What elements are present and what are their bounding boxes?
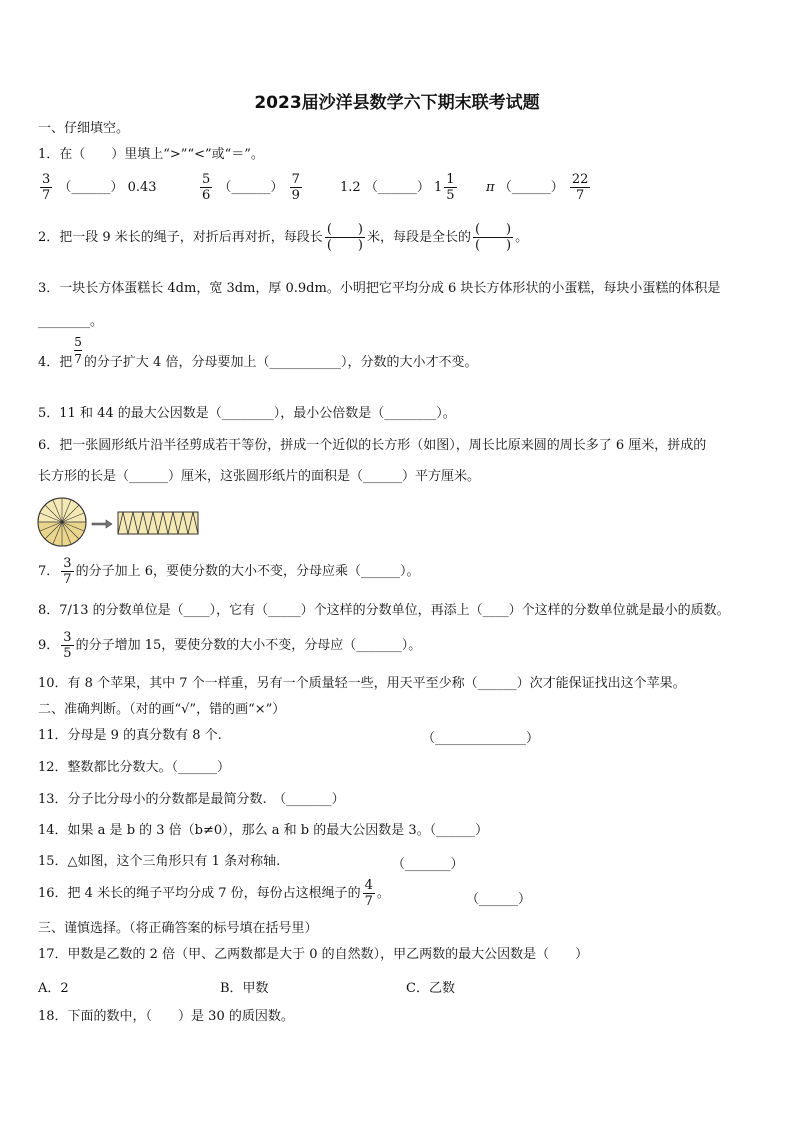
answer-blank: （______） xyxy=(466,892,532,907)
q1-item-b: $\frac{5}{6}$ （______） $\frac{7}{9}$ xyxy=(202,172,300,203)
q1-item-d: π （______） $\frac{22}{7}$ xyxy=(486,172,589,203)
fraction: $\frac{7}{9}$ xyxy=(291,172,300,203)
circle-to-rectangle-figure xyxy=(36,496,202,548)
question-13: 13．分子比分母小的分数都是最简分数. （_______） xyxy=(38,792,345,807)
circle-sectors xyxy=(38,498,86,546)
fraction: $\frac{4}{7}$ xyxy=(364,878,373,909)
question-18: 18．下面的数中，（ ）是 30 的质因数。 xyxy=(38,1009,294,1024)
answer-blank: （______________） xyxy=(422,731,540,746)
fraction: $\frac{22}{7}$ xyxy=(571,172,589,203)
question-16: 16．把 4 米长的绳子平均分成 7 份，每份占这根绳子的 $\frac{4}{7}$ 。 xyxy=(38,878,390,909)
question-12: 12．整数都比分数大。（______） xyxy=(38,760,231,775)
page-title: 2023届沙洋县数学六下期末联考试题 xyxy=(254,93,540,113)
fraction: $\frac{5}{7}$ xyxy=(74,335,82,366)
rectangle-sectors xyxy=(118,512,198,534)
question-8: 8．7/13 的分数单位是（____），它有（_____）个这样的分数单位，再添上（____）个这样的分数单位就是最小的质数。 xyxy=(38,603,730,618)
question-3-line1: 3．一块长方体蛋糕长 4dm，宽 3dm，厚 0.9dm。小明把它平均分成 6 块长方体形状的小蛋糕，每块小蛋糕的体积是 xyxy=(38,281,721,296)
answer-blank: （_______） xyxy=(392,857,464,872)
question-9: 9． $\frac{3}{5}$ 的分子增加 15，要使分数的大小不变，分母应（_______）。 xyxy=(38,630,422,661)
section-heading: 三、谨慎选择。（将正确答案的标号填在括号里） xyxy=(38,921,318,936)
question-1: 1．在（ ）里填上“>”“<”或“＝”。 xyxy=(38,147,264,162)
arrow-icon xyxy=(92,520,112,528)
question-10: 10．有 8 个苹果，其中 7 个一样重，另有一个质量轻一些，用天平至少称（______）次才能保证找出这个苹果。 xyxy=(38,676,686,691)
section-heading: 二、准确判断。（对的画“√”，错的画“×”） xyxy=(38,702,286,717)
q1-item-a: $\frac{3}{7}$ （______） 0.43 xyxy=(42,172,157,203)
option-a: A．2 xyxy=(38,981,69,996)
question-4: 4．把 $\frac{5}{7}$ 的分子扩大 4 倍，分母要加上（___________），分数的大小才不变。 xyxy=(38,335,478,370)
fraction: $\frac{3}{5}$ xyxy=(63,630,72,661)
question-6-line2: 长方形的长是（______）厘米，这张圆形纸片的面积是（______）平方厘米。 xyxy=(38,469,481,484)
blank-fraction: $\frac{( )}{( )}$ xyxy=(326,222,363,253)
question-2: 2．把一段 9 米长的绳子，对折后再对折，每段长 $\frac{( )}{( )}$ 米，每段是全长的 $\frac{( )}{( )}$ 。 xyxy=(38,222,529,253)
section-heading: 一、仔细填空。 xyxy=(38,121,130,136)
fraction: $\frac{1}{5}$ xyxy=(446,172,455,203)
question-15: 15．△如图，这个三角形只有 1 条对称轴. xyxy=(38,854,281,869)
fraction: $\frac{5}{6}$ xyxy=(202,172,211,203)
fraction: $\frac{3}{7}$ xyxy=(63,556,72,587)
question-6-line1: 6．把一张圆形纸片沿半径剪成若干等份，拼成一个近似的长方形（如图），周长比原来圆的周长多了 6 厘米，拼成的 xyxy=(38,438,707,453)
fraction: $\frac{3}{7}$ xyxy=(42,172,51,203)
question-7: 7． $\frac{3}{7}$ 的分子加上 6，要使分数的大小不变，分母应乘（______）。 xyxy=(38,556,420,587)
q1-item-c: 1.2 （______） 1 $\frac{1}{5}$ xyxy=(340,172,455,203)
question-3-line2: ________。 xyxy=(38,314,104,329)
blank-fraction: $\frac{( )}{( )}$ xyxy=(474,222,512,253)
question-11: 11．分母是 9 的真分数有 8 个. xyxy=(38,728,222,743)
question-17: 17．甲数是乙数的 2 倍（甲、乙两数都是大于 0 的自然数），甲乙两数的最大公因数是（ ） xyxy=(38,947,589,962)
option-b: B．甲数 xyxy=(220,981,269,996)
question-5: 5．11 和 44 的最大公因数是（________），最小公倍数是（________）。 xyxy=(38,406,456,421)
question-14: 14．如果 a 是 b 的 3 倍（b≠0），那么 a 和 b 的最大公因数是 3。（______） xyxy=(38,823,489,838)
option-c: C．乙数 xyxy=(406,981,455,996)
